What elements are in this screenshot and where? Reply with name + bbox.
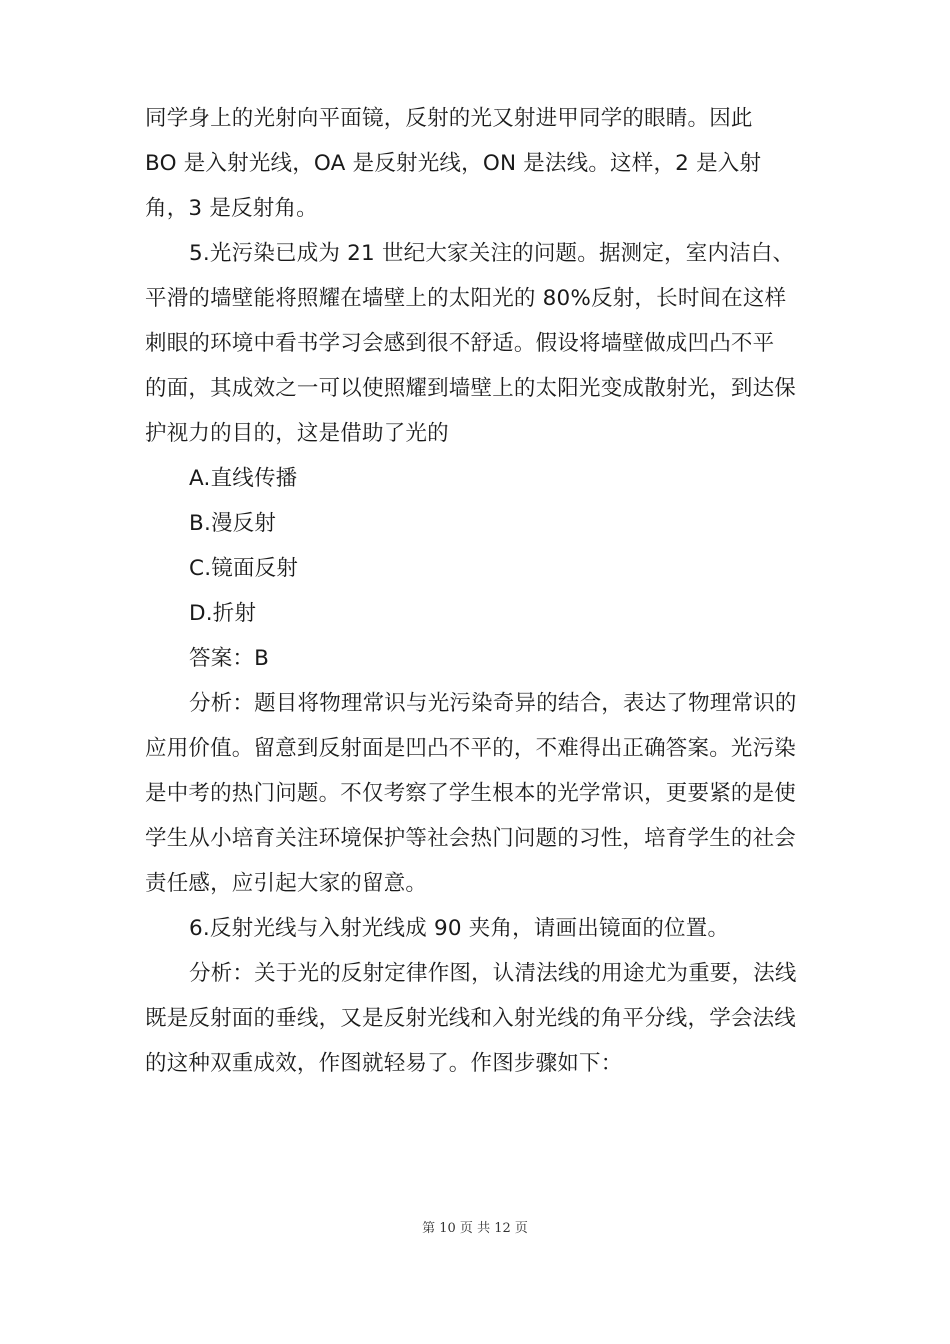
text-line: B.漫反射 (189, 511, 277, 536)
text-line: 刺眼的环境中看书学习会感到很不舒适。假设将墙壁做成凹凸不平 (145, 331, 775, 356)
text-line: 护视力的目的，这是借助了光的 (145, 421, 449, 446)
text-line: BO 是入射光线，OA 是反射光线，ON 是法线。这样，2 是入射 (145, 151, 762, 176)
text-line: 5.光污染已成为 21 世纪大家关注的问题。据测定，室内洁白、 (189, 241, 795, 266)
text-line: 分析：题目将物理常识与光污染奇异的结合，表达了物理常识的 (189, 691, 797, 716)
page-footer: 第 10 页 共 12 页 (422, 1221, 528, 1236)
text-line: 同学身上的光射向平面镜，反射的光又射进甲同学的眼睛。因此 (145, 106, 753, 131)
text-line: 应用价值。留意到反射面是凹凸不平的，不难得出正确答案。光污染 (145, 736, 797, 761)
text-line: A.直线传播 (189, 466, 298, 491)
text-line: 学生从小培育关注环境保护等社会热门问题的习性，培育学生的社会 (145, 826, 797, 851)
text-line: 的这种双重成效，作图就轻易了。作图步骤如下： (145, 1051, 623, 1076)
text-line: C.镜面反射 (189, 556, 299, 581)
text-line: 答案：B (189, 646, 270, 671)
text-line: 角，3 是反射角。 (145, 196, 318, 221)
text-line: D.折射 (189, 601, 257, 626)
text-line: 平滑的墙壁能将照耀在墙壁上的太阳光的 80%反射，长时间在这样 (145, 286, 787, 311)
text-line: 分析：关于光的反射定律作图，认清法线的用途尤为重要，法线 (189, 961, 797, 986)
text-line: 的面，其成效之一可以使照耀到墙壁上的太阳光变成散射光，到达保 (145, 376, 797, 401)
text-line: 是中考的热门问题。不仅考察了学生根本的光学常识，更要紧的是使 (145, 781, 797, 806)
text-line: 6.反射光线与入射光线成 90 夹角，请画出镜面的位置。 (189, 916, 730, 941)
text-line: 责任感，应引起大家的留意。 (145, 871, 428, 896)
text-line: 既是反射面的垂线，又是反射光线和入射光线的角平分线，学会法线 (145, 1006, 797, 1031)
document-body (145, 96, 825, 1086)
